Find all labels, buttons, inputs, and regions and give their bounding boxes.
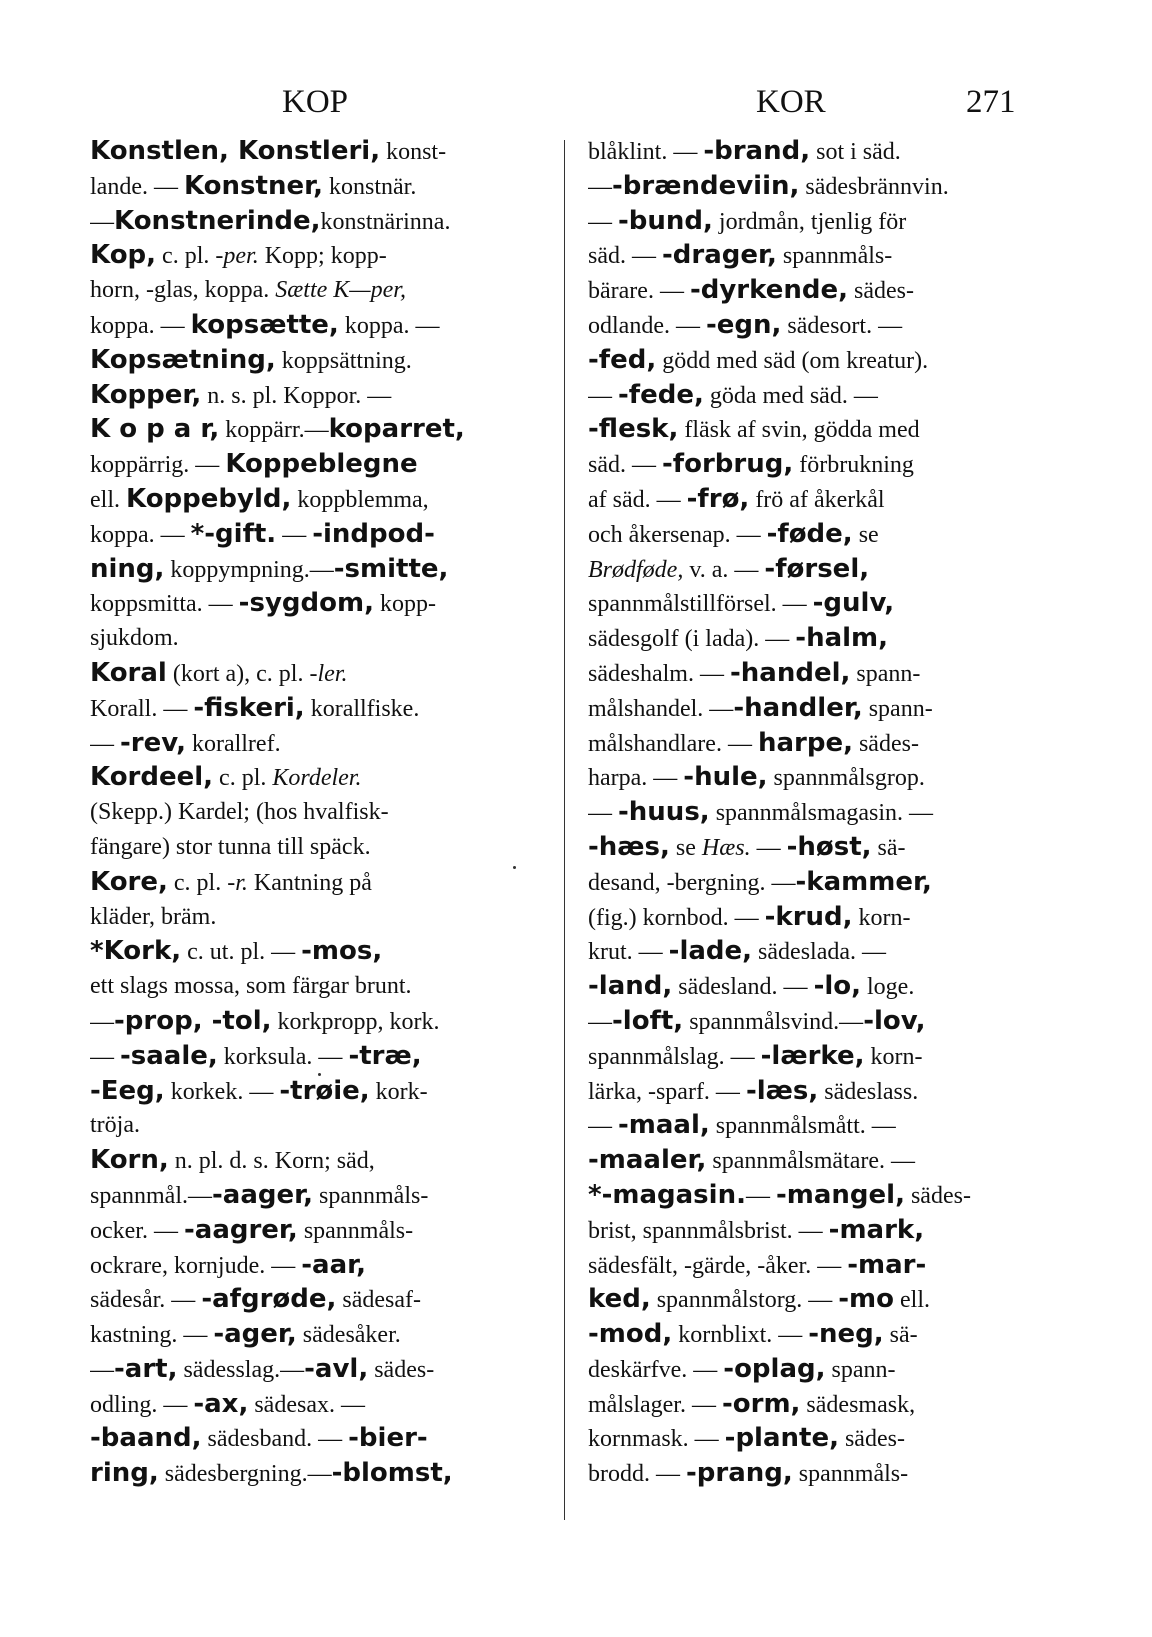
dictionary-line: desand, -bergning. —-kammer,	[588, 866, 932, 897]
dictionary-line: horn, -glas, koppa. Sætte K—per,	[90, 277, 406, 304]
dictionary-line: —-art, sädesslag.—-avl, sädes-	[90, 1353, 435, 1384]
dictionary-line: -baand, sädesband. — -bier-	[90, 1423, 428, 1454]
dictionary-line: blåklint. — -brand, sot i säd.	[588, 136, 901, 166]
dictionary-line: säd. — -forbrug, förbrukning	[588, 449, 914, 480]
dictionary-line: spannmålstillförsel. — -gulv,	[588, 588, 895, 619]
dictionary-line: brist, spannmålsbrist. — -mark,	[588, 1214, 925, 1245]
dictionary-line: Korn, n. pl. d. s. Korn; säd,	[90, 1145, 375, 1176]
print-speck	[513, 866, 516, 869]
dictionary-line: -mod, kornblixt. — -neg, sä-	[588, 1319, 918, 1350]
dictionary-line: Konstlen, Konstleri, konst-	[90, 136, 447, 166]
dictionary-line: sjukdom.	[90, 625, 179, 652]
dictionary-line: Korall. — -fiskeri, korallfiske.	[90, 692, 420, 723]
dictionary-line: —-loft, spannmålsvind.—-lov,	[588, 1005, 926, 1036]
dictionary-line: sädesfält, -gärde, -åker. — -mar-	[588, 1249, 927, 1280]
dictionary-line: målshandlare. — harpe, sädes-	[588, 727, 919, 758]
dictionary-line: spannmålslag. — -lærke, korn-	[588, 1040, 923, 1071]
dictionary-line: — -huus, spannmålsmagasin. —	[588, 797, 933, 828]
dictionary-line: koppärrig. — Koppeblegne	[90, 449, 418, 480]
dictionary-line: ocker. — -aagrer, spannmåls-	[90, 1214, 414, 1245]
dictionary-line: -maaler, spannmålsmätare. —	[588, 1145, 916, 1176]
dictionary-line: Kore, c. pl. -r. Kantning på	[90, 866, 372, 897]
dictionary-line: harpa. — -hule, spannmålsgrop.	[588, 762, 925, 793]
dictionary-line: Kopper, n. s. pl. Koppor. —	[90, 379, 392, 410]
dictionary-line: säd. — -drager, spannmåls-	[588, 240, 893, 271]
dictionary-line: -flesk, fläsk af svin, gödda med	[588, 414, 920, 445]
dictionary-line: odling. — -ax, sädesax. —	[90, 1388, 365, 1419]
dictionary-line: kläder, bräm.	[90, 903, 217, 930]
dictionary-line: brodd. — -prang, spannmåls-	[588, 1458, 909, 1489]
dictionary-line: fängare) stor tunna till späck.	[90, 833, 371, 860]
dictionary-line: ning, koppympning.—-smitte,	[90, 553, 449, 584]
dictionary-line: ett slags mossa, som färgar brunt.	[90, 973, 412, 1000]
dictionary-line: målshandel. —-handler, spann-	[588, 692, 933, 723]
header-center-guideword: KOR	[756, 84, 826, 120]
dictionary-line: koppa. — kopsætte, koppa. —	[90, 309, 440, 340]
dictionary-line: Kop, c. pl. -per. Kopp; kopp-	[90, 240, 387, 271]
print-speck	[318, 1073, 321, 1076]
dictionary-line: (fig.) kornbod. — -krud, korn-	[588, 901, 911, 932]
dictionary-line: ockrare, kornjude. — -aar,	[90, 1249, 367, 1280]
dictionary-line: (Skepp.) Kardel; (hos hvalfisk-	[90, 799, 389, 826]
dictionary-line: bärare. — -dyrkende, sädes-	[588, 275, 914, 306]
dictionary-line: -hæs, se Hæs. — -høst, sä-	[588, 831, 906, 862]
dictionary-line: —Konstnerinde,konstnärinna.	[90, 205, 451, 236]
dictionary-line: koppa. — *-gift. — -indpod-	[90, 518, 435, 549]
dictionary-line: kastning. — -ager, sädesåker.	[90, 1319, 401, 1350]
dictionary-line: lande. — Konstner, konstnär.	[90, 170, 417, 201]
dictionary-line: krut. — -lade, sädeslada. —	[588, 936, 887, 967]
dictionary-line: tröja.	[90, 1112, 140, 1139]
dictionary-line: ell. Koppebyld, koppblemma,	[90, 483, 429, 514]
dictionary-line: Koral (kort a), c. pl. -ler.	[90, 657, 348, 688]
dictionary-line: spannmål.—-aager, spannmåls-	[90, 1179, 429, 1210]
right-column	[588, 134, 1044, 1491]
dictionary-line: — -saale, korksula. — -træ,	[90, 1040, 422, 1071]
dictionary-line: Kordeel, c. pl. Kordeler.	[90, 762, 362, 793]
page-number: 271	[966, 84, 1016, 120]
dictionary-line: —-prop, -tol, korkpropp, kork.	[90, 1005, 440, 1036]
dictionary-line: af säd. — -frø, frö af åkerkål	[588, 483, 885, 514]
running-header	[0, 84, 1152, 134]
dictionary-line: kornmask. — -plante, sädes-	[588, 1423, 905, 1454]
dictionary-line: -land, sädesland. — -lo, loge.	[588, 971, 915, 1002]
dictionary-line: Brødføde, v. a. — -førsel,	[588, 553, 870, 584]
dictionary-line: *Kork, c. ut. pl. — -mos,	[90, 936, 383, 967]
dictionary-line: ked, spannmålstorg. — -mo ell.	[588, 1284, 931, 1315]
dictionary-line: sädesgolf (i lada). — -halm,	[588, 623, 889, 654]
dictionary-line: sädeshalm. — -handel, spann-	[588, 657, 921, 688]
dictionary-line: koppsmitta. — -sygdom, kopp-	[90, 588, 436, 619]
dictionary-line: odlande. — -egn, sädesort. —	[588, 309, 903, 340]
dictionary-line: -fed, gödd med säd (om kreatur).	[588, 344, 929, 375]
header-left-guideword: KOP	[282, 84, 349, 120]
dictionary-line: -Eeg, korkek. — -trøie, kork-	[90, 1075, 428, 1106]
dictionary-line: — -bund, jordmån, tjenlig för	[588, 205, 907, 236]
dictionary-line: deskärfve. — -oplag, spann-	[588, 1353, 896, 1384]
dictionary-line: —-brændeviin, sädesbrännvin.	[588, 170, 949, 201]
dictionary-line: ring, sädesbergning.—-blomst,	[90, 1458, 453, 1489]
dictionary-line: Kopsætning, koppsättning.	[90, 344, 412, 375]
dictionary-line: och åkersenap. — -føde, se	[588, 518, 879, 549]
dictionary-line: målslager. — -orm, sädesmask,	[588, 1388, 916, 1419]
dictionary-line: — -fede, göda med säd. —	[588, 379, 878, 410]
dictionary-line: — -maal, spannmålsmått. —	[588, 1110, 896, 1141]
left-column	[90, 134, 546, 1491]
dictionary-line: lärka, -sparf. — -læs, sädeslass.	[588, 1075, 919, 1106]
dictionary-line: sädesår. — -afgrøde, sädesaf-	[90, 1284, 422, 1315]
dictionary-line: *-magasin.— -mangel, sädes-	[588, 1179, 971, 1210]
dictionary-line: K o p a r, koppärr.—koparret,	[90, 414, 465, 445]
dictionary-line: — -rev, korallref.	[90, 727, 281, 758]
column-divider	[564, 140, 565, 1520]
